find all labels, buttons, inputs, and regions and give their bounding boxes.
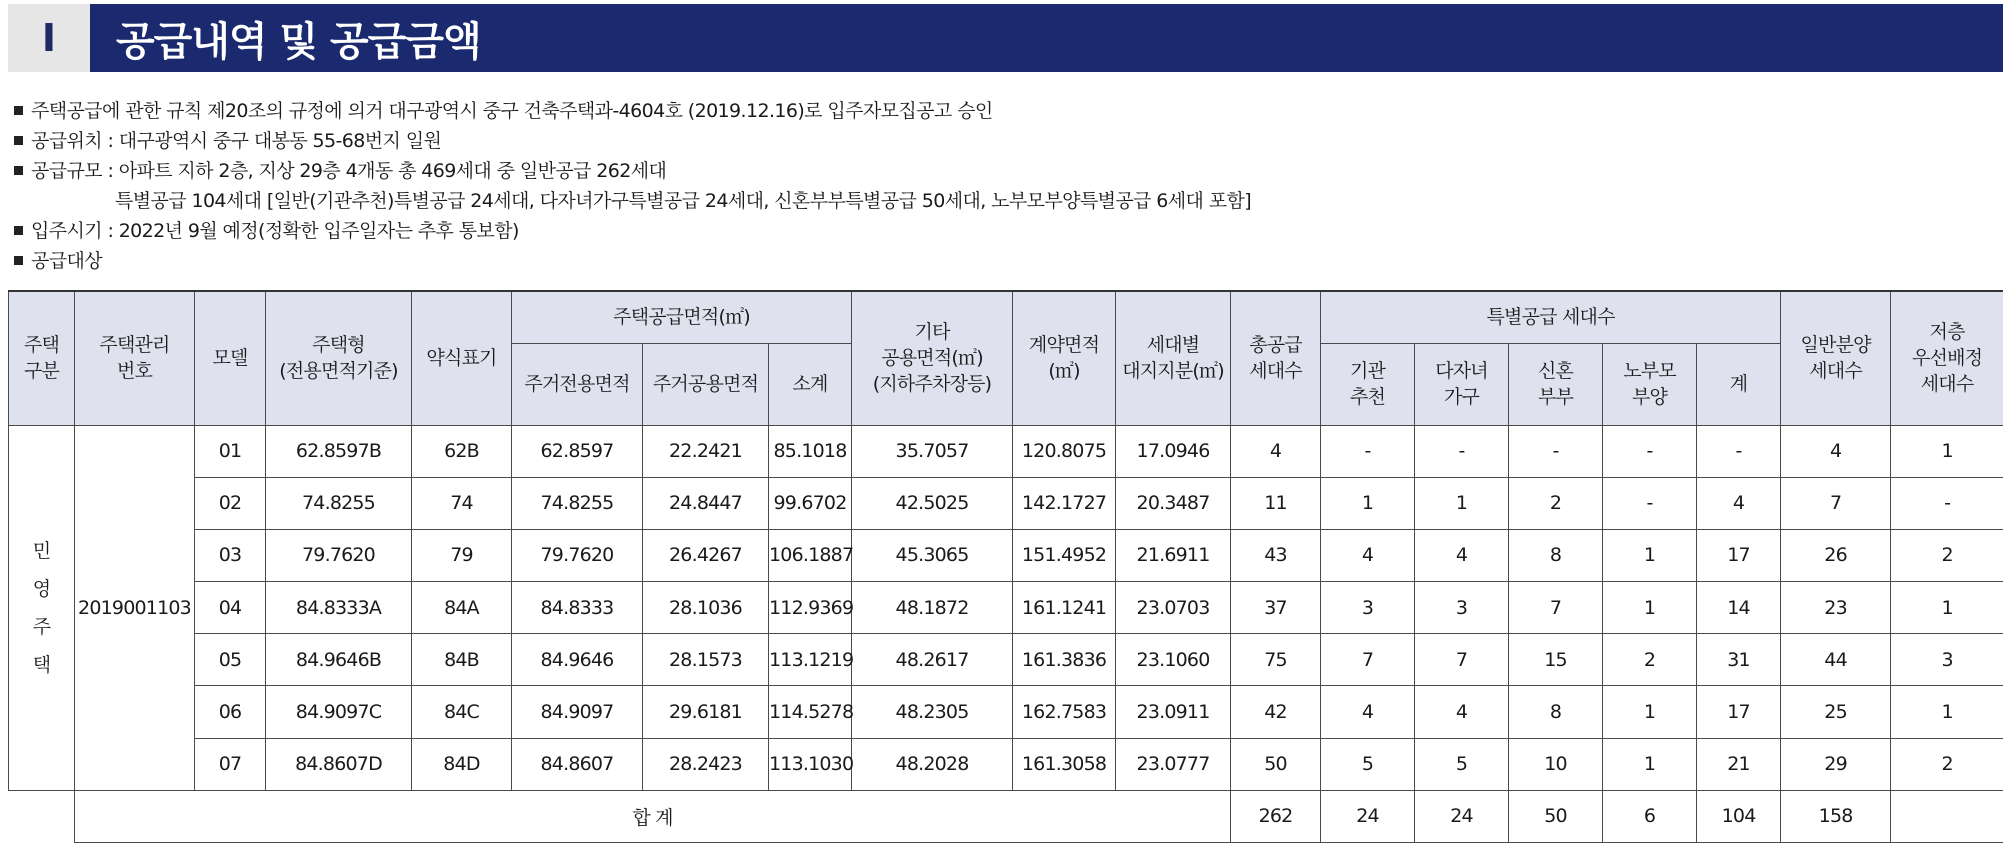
table-cell: 3: [1891, 634, 2003, 686]
table-cell: 07: [195, 738, 266, 790]
table-cell: 48.2617: [852, 634, 1013, 686]
table-cell: 03: [195, 529, 266, 581]
table-cell: 84C: [412, 686, 512, 738]
table-cell: 1: [1321, 477, 1415, 529]
header-land-share: 세대별 대지지분(㎡): [1116, 291, 1231, 425]
table-cell: 161.1241: [1013, 582, 1116, 634]
table-cell: 48.1872: [852, 582, 1013, 634]
header-house-type: 주택형 (전용면적기준): [266, 291, 412, 425]
table-cell: 62B: [412, 425, 512, 477]
header-agency: 기관 추천: [1321, 343, 1415, 425]
notice-item-special-supply: 특별공급 104세대 [일반(기관추천)특별공급 24세대, 다자녀가구특별공급 24세대, 신혼부부특별공급 50세대, 노부모부양특별공급 6세대 포함]: [115, 190, 1252, 212]
notice-item-target: 공급대상: [12, 246, 1992, 276]
total-cell: 24: [1321, 790, 1415, 842]
table-cell: 84.9646: [512, 634, 643, 686]
table-cell: 113.1219: [769, 634, 852, 686]
table-cell: 20.3487: [1116, 477, 1231, 529]
table-cell: 1: [1891, 686, 2003, 738]
total-cell: 24: [1415, 790, 1509, 842]
table-cell: 4: [1231, 425, 1321, 477]
table-cell: 84.9097C: [266, 686, 412, 738]
table-cell: 35.7057: [852, 425, 1013, 477]
table-cell: 84D: [412, 738, 512, 790]
table-cell: 84.8333A: [266, 582, 412, 634]
table-cell: 4: [1415, 686, 1509, 738]
table-row: [9, 738, 2003, 790]
table-cell: 4: [1415, 529, 1509, 581]
table-cell: 74.8255: [266, 477, 412, 529]
table-cell: 84A: [412, 582, 512, 634]
header-short-mark: 약식표기: [412, 291, 512, 425]
table-cell: 17.0946: [1116, 425, 1231, 477]
table-cell: 120.8075: [1013, 425, 1116, 477]
table-cell: 74.8255: [512, 477, 643, 529]
header-elderly: 노부모 부양: [1603, 343, 1697, 425]
square-bullet-icon: [14, 166, 23, 175]
table-cell: 4: [1321, 686, 1415, 738]
table-row: [9, 477, 2003, 529]
table-row: [9, 529, 2003, 581]
table-cell: 106.1887: [769, 529, 852, 581]
table-cell: 14: [1697, 582, 1781, 634]
table-cell: 84B: [412, 634, 512, 686]
table-cell: 62.8597: [512, 425, 643, 477]
total-cell: [1891, 790, 2003, 842]
header-multichild: 다자녀 가구: [1415, 343, 1509, 425]
table-cell: 1: [1603, 582, 1697, 634]
table-cell: 4: [1321, 529, 1415, 581]
table-cell: 4: [1697, 477, 1781, 529]
table-cell: 23.0777: [1116, 738, 1231, 790]
square-bullet-icon: [14, 226, 23, 235]
table-cell: 84.8607: [512, 738, 643, 790]
table-cell: 05: [195, 634, 266, 686]
housing-type-cell: 민 영 주 택: [9, 425, 75, 790]
total-cell: 104: [1697, 790, 1781, 842]
table-cell: 29.6181: [643, 686, 769, 738]
table-row: [9, 634, 2003, 686]
table-cell: 23: [1781, 582, 1891, 634]
header-general-units: 일반분양 세대수: [1781, 291, 1891, 425]
notice-item-location: 공급위치 : 대구광역시 중구 대봉동 55-68번지 일원: [12, 126, 1992, 156]
header-model: 모델: [195, 291, 266, 425]
table-cell: 02: [195, 477, 266, 529]
table-cell: 42.5025: [852, 477, 1013, 529]
table-cell: 48.2305: [852, 686, 1013, 738]
table-cell: 84.9646B: [266, 634, 412, 686]
table-cell: 17: [1697, 686, 1781, 738]
table-cell: 1: [1415, 477, 1509, 529]
table-cell: 112.9369: [769, 582, 852, 634]
table-cell: 7: [1509, 582, 1603, 634]
table-cell: -: [1509, 425, 1603, 477]
table-cell: 17: [1697, 529, 1781, 581]
table-cell: 28.2423: [643, 738, 769, 790]
table-cell: 24.8447: [643, 477, 769, 529]
table-cell: 5: [1321, 738, 1415, 790]
table-cell: 23.0911: [1116, 686, 1231, 738]
table-cell: 162.7583: [1013, 686, 1116, 738]
table-cell: 45.3065: [852, 529, 1013, 581]
table-cell: 85.1018: [769, 425, 852, 477]
table-cell: 11: [1231, 477, 1321, 529]
table-cell: 114.5278: [769, 686, 852, 738]
table-cell: 04: [195, 582, 266, 634]
table-cell: 84.8607D: [266, 738, 412, 790]
table-cell: 15: [1509, 634, 1603, 686]
notice-item-approval: 주택공급에 관한 규칙 제20조의 규정에 의거 대구광역시 중구 건축주택과-4604호 (2019.12.16)로 입주자모집공고 승인: [12, 96, 1992, 126]
total-cell: 6: [1603, 790, 1697, 842]
table-cell: 75: [1231, 634, 1321, 686]
total-cell: 158: [1781, 790, 1891, 842]
table-cell: 7: [1321, 634, 1415, 686]
table-cell: 5: [1415, 738, 1509, 790]
table-cell: 2: [1509, 477, 1603, 529]
total-cell: 50: [1509, 790, 1603, 842]
table-cell: -: [1697, 425, 1781, 477]
table-cell: 2: [1891, 738, 2003, 790]
table-cell: 8: [1509, 529, 1603, 581]
table-cell: 1: [1891, 425, 2003, 477]
total-blank-cell: [9, 790, 75, 842]
table-cell: 10: [1509, 738, 1603, 790]
table-cell: 26: [1781, 529, 1891, 581]
table-cell: 26.4267: [643, 529, 769, 581]
header-subtotal: 소계: [769, 343, 852, 425]
total-label: 합 계: [75, 790, 1231, 842]
total-row: [9, 790, 2003, 842]
table-cell: 44: [1781, 634, 1891, 686]
table-cell: 3: [1415, 582, 1509, 634]
table-cell: 79.7620: [266, 529, 412, 581]
section-number: I: [8, 4, 90, 72]
table-body: [9, 425, 2003, 843]
table-cell: -: [1415, 425, 1509, 477]
table-cell: 21.6911: [1116, 529, 1231, 581]
header-special-sum: 계: [1697, 343, 1781, 425]
table-cell: 79: [412, 529, 512, 581]
table-cell: 06: [195, 686, 266, 738]
table-cell: 151.4952: [1013, 529, 1116, 581]
table-cell: 79.7620: [512, 529, 643, 581]
table-cell: 62.8597B: [266, 425, 412, 477]
header-housing-type: 주택 구분: [9, 291, 75, 425]
table-cell: 48.2028: [852, 738, 1013, 790]
table-cell: 2: [1891, 529, 2003, 581]
section-title-bar: [8, 4, 2003, 72]
table-cell: -: [1603, 477, 1697, 529]
table-cell: 22.2421: [643, 425, 769, 477]
section-title: 공급내역 및 공급금액: [90, 4, 2003, 72]
table-cell: 28.1573: [643, 634, 769, 686]
header-supply-area: 주택공급면적(㎡): [512, 291, 852, 343]
table-cell: 01: [195, 425, 266, 477]
table-cell: 50: [1231, 738, 1321, 790]
header-total-units: 총공급 세대수: [1231, 291, 1321, 425]
header-contract-area: 계약면적 (㎡): [1013, 291, 1116, 425]
table-cell: 25: [1781, 686, 1891, 738]
table-row: [9, 686, 2003, 738]
table-cell: 113.1030: [769, 738, 852, 790]
total-cell: 262: [1231, 790, 1321, 842]
notice-item-scale: 공급규모 : 아파트 지하 2층, 지상 29층 4개동 총 469세대 중 일반공급 262세대: [12, 156, 1992, 186]
notice-item-move-in: 입주시기 : 2022년 9월 예정(정확한 입주일자는 추후 통보함): [12, 216, 1992, 246]
table-cell: 42: [1231, 686, 1321, 738]
table-cell: -: [1603, 425, 1697, 477]
table-cell: 161.3836: [1013, 634, 1116, 686]
header-special-supply: 특별공급 세대수: [1321, 291, 1781, 343]
square-bullet-icon: [14, 136, 23, 145]
table-cell: -: [1891, 477, 2003, 529]
mgmt-no-cell: 2019001103: [75, 425, 195, 790]
table-cell: 43: [1231, 529, 1321, 581]
table-cell: 3: [1321, 582, 1415, 634]
header-common-area: 주거공용면적: [643, 343, 769, 425]
table-cell: 161.3058: [1013, 738, 1116, 790]
table-cell: 23.1060: [1116, 634, 1231, 686]
header-low-floor: 저층 우선배정 세대수: [1891, 291, 2003, 425]
table-cell: 1: [1603, 738, 1697, 790]
table-row: [9, 582, 2003, 634]
table-cell: 1: [1603, 529, 1697, 581]
table-row: [9, 425, 2003, 477]
header-other-area: 기타 공용면적(㎡) (지하주차장등): [852, 291, 1013, 425]
table-cell: 7: [1781, 477, 1891, 529]
table-cell: 84.9097: [512, 686, 643, 738]
table-cell: 21: [1697, 738, 1781, 790]
notice-list: [12, 96, 1992, 276]
table-cell: 23.0703: [1116, 582, 1231, 634]
table-cell: 8: [1509, 686, 1603, 738]
table-cell: 29: [1781, 738, 1891, 790]
square-bullet-icon: [14, 256, 23, 265]
header-exclusive-area: 주거전용면적: [512, 343, 643, 425]
table-cell: 37: [1231, 582, 1321, 634]
table-cell: -: [1321, 425, 1415, 477]
header-mgmt-no: 주택관리 번호: [75, 291, 195, 425]
table-cell: 31: [1697, 634, 1781, 686]
square-bullet-icon: [14, 106, 23, 115]
table-cell: 99.6702: [769, 477, 852, 529]
header-newlywed: 신혼 부부: [1509, 343, 1603, 425]
table-cell: 1: [1891, 582, 2003, 634]
table-cell: 4: [1781, 425, 1891, 477]
table-cell: 84.8333: [512, 582, 643, 634]
supply-table: [8, 290, 2003, 843]
table-cell: 1: [1603, 686, 1697, 738]
table-cell: 2: [1603, 634, 1697, 686]
table-cell: 28.1036: [643, 582, 769, 634]
table-cell: 7: [1415, 634, 1509, 686]
table-cell: 142.1727: [1013, 477, 1116, 529]
table-cell: 74: [412, 477, 512, 529]
